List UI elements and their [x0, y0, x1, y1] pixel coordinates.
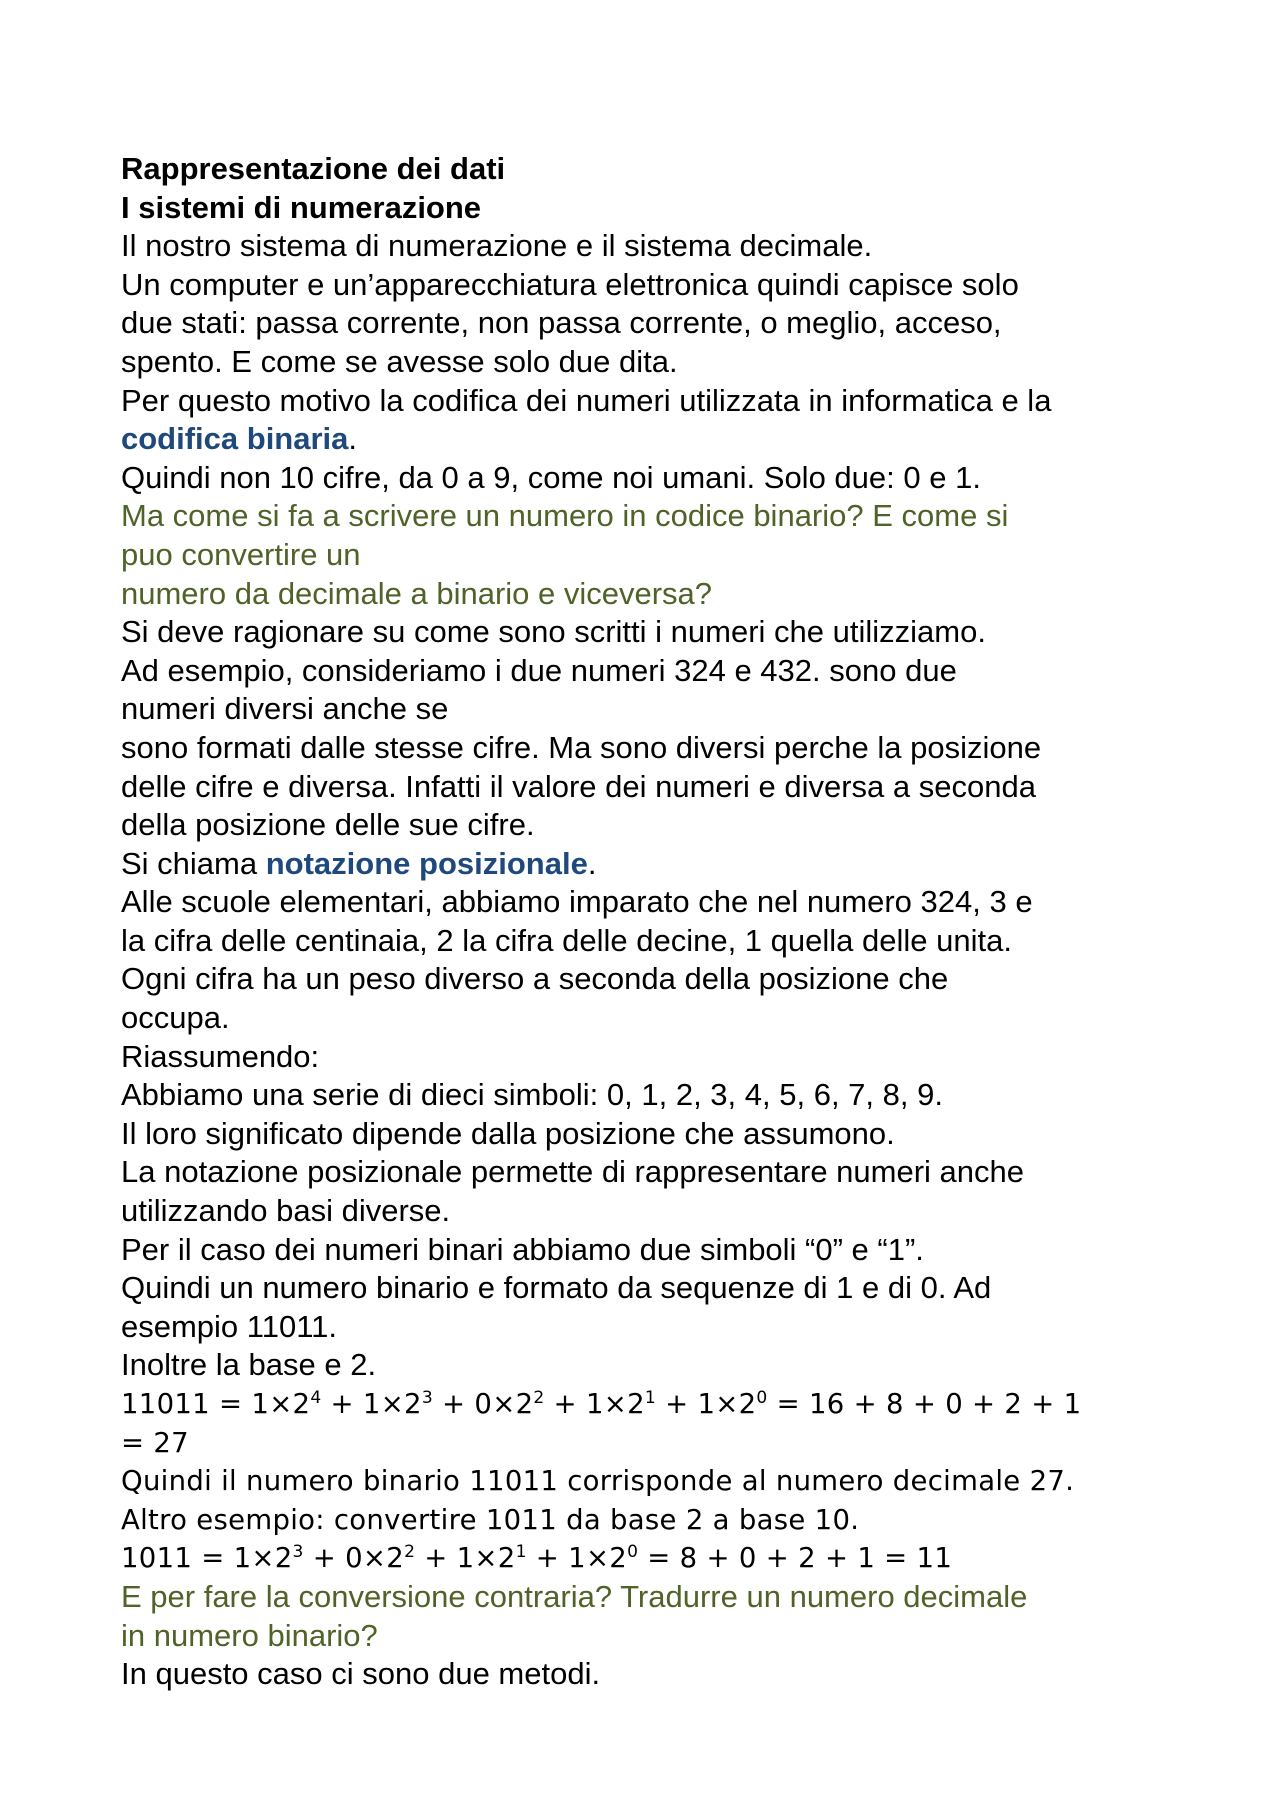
- punctuation: .: [587, 845, 597, 881]
- equation-term: 11011 = 1×2: [121, 1388, 311, 1420]
- equation-term: + 1×2: [526, 1542, 628, 1575]
- paragraph-line: due stati: passa corrente, non passa corrente, o meglio, acceso,: [121, 305, 1002, 341]
- paragraph-line: Altro esempio: convertire 1011 da base 2 a base 10.: [121, 1503, 860, 1536]
- equation-term: = 8 + 0 + 2 + 1 = 11: [638, 1542, 953, 1575]
- equation-line: = 27: [121, 1426, 189, 1459]
- paragraph-line: sono formati dalle stesse cifre. Ma sono diversi perche la posizione: [121, 729, 1042, 765]
- paragraph-line: Il nostro sistema di numerazione e il sistema decimale.: [121, 228, 873, 264]
- paragraph-line: utilizzando basi diverse.: [121, 1193, 451, 1229]
- equation-term: + 0×2: [303, 1542, 405, 1575]
- equation-term: + 1×2: [415, 1542, 516, 1575]
- document-page: [121, 150, 1181, 1694]
- paragraph-line: numeri diversi anche se: [121, 691, 449, 727]
- paragraph-line: Alle scuole elementari, abbiamo imparato che nel numero 324, 3 e: [121, 884, 1033, 920]
- punctuation: .: [348, 421, 358, 457]
- highlight-term: notazione posizionale: [265, 845, 588, 881]
- paragraph-line: Un computer e un’apparecchiatura elettronica quindi capisce solo: [121, 266, 1019, 302]
- equation-term: + 0×2: [433, 1388, 534, 1420]
- question-line: in numero binario?: [121, 1617, 378, 1653]
- paragraph-line: In questo caso ci sono due metodi.: [121, 1656, 601, 1692]
- text-span: Si chiama: [121, 845, 266, 881]
- exponent: 1: [515, 1542, 527, 1563]
- paragraph-line: Ad esempio, consideriamo i due numeri 324 e 432. sono due: [121, 652, 957, 688]
- paragraph-line: Abbiamo una serie di dieci simboli: 0, 1, 2, 3, 4, 5, 6, 7, 8, 9.: [121, 1077, 943, 1113]
- equation-line: [121, 1385, 1181, 1424]
- paragraph-line: delle cifre e diversa. Infatti il valore dei numeri e diversa a seconda: [121, 768, 1036, 804]
- equation-term: + 1×2: [321, 1388, 422, 1420]
- equation-term: + 1×2: [656, 1388, 757, 1420]
- equation-term: + 1×2: [544, 1388, 645, 1420]
- exponent: 3: [421, 1387, 433, 1408]
- paragraph-line: occupa.: [121, 1000, 230, 1036]
- paragraph-line: Quindi il numero binario 11011 corrisponde al numero decimale 27.: [121, 1465, 1075, 1498]
- paragraph-line: esempio 11011.: [121, 1308, 338, 1344]
- paragraph-line: Ogni cifra ha un peso diverso a seconda della posizione che: [121, 961, 949, 997]
- paragraph-line: La notazione posizionale permette di rappresentare numeri anche: [121, 1154, 1025, 1190]
- paragraph-line: della posizione delle sue cifre.: [121, 807, 535, 843]
- exponent: 3: [292, 1542, 304, 1563]
- paragraph-line: la cifra delle centinaia, 2 la cifra delle decine, 1 quella delle unita.: [121, 922, 1012, 958]
- highlight-term: codifica binaria: [121, 421, 349, 457]
- paragraph-line: [121, 845, 1181, 884]
- exponent: 1: [644, 1387, 657, 1408]
- paragraph-line: Per questo motivo la codifica dei numeri utilizzata in informatica e la: [121, 382, 1052, 418]
- paragraph-line: Il loro significato dipende dalla posizione che assumono.: [121, 1115, 895, 1151]
- paragraph-line: Riassumendo:: [121, 1038, 320, 1074]
- question-line: Ma come si fa a scrivere un numero in codice binario? E come si: [121, 498, 1009, 534]
- paragraph-line: Inoltre la base e 2.: [121, 1347, 377, 1383]
- question-line: puo convertire un: [121, 536, 361, 572]
- paragraph-line: Per il caso dei numeri binari abbiamo due simboli “0” e “1”.: [121, 1231, 924, 1267]
- equation-term: 1011 = 1×2: [121, 1542, 293, 1575]
- paragraph-line: Quindi un numero binario e formato da sequenze di 1 e di 0. Ad: [121, 1270, 992, 1306]
- paragraph-line: spento. E come se avesse solo due dita.: [121, 343, 678, 379]
- exponent: 2: [533, 1387, 545, 1408]
- equation-line: [121, 1539, 1181, 1578]
- question-line: E per fare la conversione contraria? Tradurre un numero decimale: [121, 1578, 1028, 1614]
- question-line: numero da decimale a binario e viceversa?: [121, 575, 713, 611]
- section-heading: I sistemi di numerazione: [121, 189, 482, 225]
- equation-term: = 16 + 8 + 0 + 2 + 1: [767, 1388, 1082, 1420]
- paragraph-line: [121, 420, 1181, 459]
- exponent: 0: [627, 1542, 639, 1563]
- exponent: 0: [756, 1387, 768, 1408]
- paragraph-line: Quindi non 10 cifre, da 0 a 9, come noi umani. Solo due: 0 e 1.: [121, 459, 981, 495]
- exponent: 2: [404, 1542, 416, 1563]
- paragraph-line: Si deve ragionare su come sono scritti i numeri che utilizziamo.: [121, 614, 986, 650]
- exponent: 4: [310, 1387, 322, 1408]
- document-title: Rappresentazione dei dati: [121, 151, 506, 186]
